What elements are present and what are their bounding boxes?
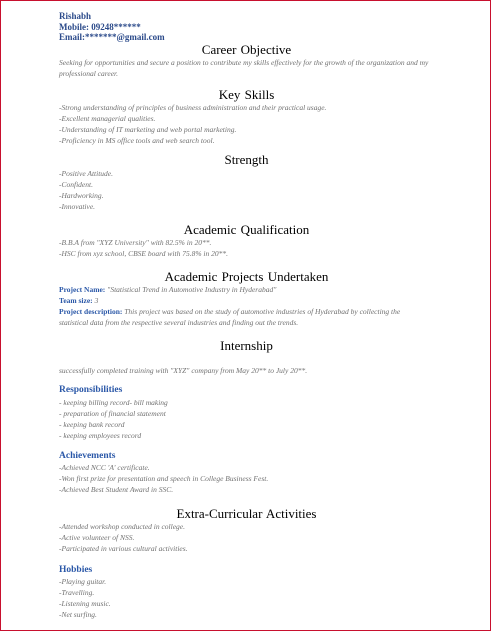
- team-size-label: Team size:: [59, 296, 93, 305]
- email-address: Email:*******@gmail.com: [59, 32, 165, 42]
- candidate-name: Rishabh: [59, 11, 92, 21]
- responsibilities-list: [59, 397, 419, 441]
- team-size-line: [59, 295, 429, 306]
- career-objective-heading: Career Objective: [201, 42, 292, 57]
- strength-heading: Strength: [224, 152, 269, 167]
- list-item: - keeping bank record: [59, 420, 125, 429]
- academic-projects-heading: Academic Projects Undertaken: [164, 269, 329, 284]
- responsibilities-heading: Responsibilities: [59, 385, 123, 395]
- achievements-heading: Achievements: [59, 451, 116, 461]
- extra-curricular-heading: Extra-Curricular Activities: [176, 506, 317, 521]
- academic-qualification-list: [59, 237, 419, 259]
- list-item: -Hardworking.: [59, 191, 104, 200]
- list-item: -Proficiency in MS office tools and web search tool.: [59, 136, 215, 145]
- list-item: -Attended workshop conducted in college.: [59, 522, 186, 531]
- project-name-value: "Statistical Trend in Automotive Industry in Hyderabad": [105, 285, 277, 294]
- internship-text: successfully completed training with "XYZ" company from May 20** to July 20**.: [59, 366, 308, 375]
- hobbies-list: [59, 576, 419, 620]
- extra-curricular-list: [59, 521, 419, 554]
- list-item: -Positive Attitude.: [59, 169, 114, 178]
- key-skills-heading: Key Skills: [218, 87, 275, 102]
- list-item: - keeping employees record: [59, 431, 142, 440]
- list-item: -Playing guitar.: [59, 577, 107, 586]
- list-item: - preparation of financial statement: [59, 409, 166, 418]
- list-item: -Won first prize for presentation and speech in College Business Fest.: [59, 474, 269, 483]
- list-item: -Listening music.: [59, 599, 111, 608]
- list-item: -Understanding of IT marketing and web portal marketing.: [59, 125, 237, 134]
- list-item: -Net surfing.: [59, 610, 97, 619]
- project-description-line: [59, 306, 429, 328]
- list-item: -B.B.A from "XYZ University" with 82.5% in 20**.: [59, 238, 212, 247]
- list-item: -Excellent managerial qualities.: [59, 114, 156, 123]
- key-skills-list: [59, 102, 419, 146]
- strength-list: [59, 168, 419, 212]
- list-item: - keeping billing record- bill making: [59, 398, 168, 407]
- list-item: -Strong understanding of principles of business administration and their practical usage.: [59, 103, 327, 112]
- achievements-list: [59, 462, 419, 495]
- career-objective-text: Seeking for opportunities and secure a position to contribute my skills effectively for the growth of the organization and my professional career.: [59, 58, 429, 78]
- academic-qualification-heading: Academic Qualification: [183, 222, 310, 237]
- list-item: -Confident.: [59, 180, 93, 189]
- team-size-value: 3: [92, 296, 99, 305]
- list-item: -Travelling.: [59, 588, 95, 597]
- list-item: -Achieved NCC 'A' certificate.: [59, 463, 150, 472]
- hobbies-heading: Hobbies: [59, 565, 93, 575]
- list-item: -Active volunteer of NSS.: [59, 533, 135, 542]
- mobile-number: Mobile: 09248******: [59, 21, 141, 32]
- list-item: -Achieved Best Student Award in SSC.: [59, 485, 174, 494]
- project-description-value: This project was based on the study of automotive industries of Hyderabad by collecting the statistical data from the respective several industries and finding out the trends.: [59, 307, 401, 327]
- list-item: -Innovative.: [59, 202, 96, 211]
- project-description-label: Project description:: [59, 307, 123, 316]
- contact-block: [59, 11, 165, 43]
- project-name-label: Project Name:: [59, 285, 106, 294]
- project-name-line: [59, 284, 429, 295]
- internship-heading: Internship: [220, 338, 273, 353]
- list-item: -Participated in various cultural activities.: [59, 544, 188, 553]
- list-item: -HSC from xyz school, CBSE board with 75.8% in 20**.: [59, 249, 229, 258]
- academic-projects-details: [59, 284, 429, 328]
